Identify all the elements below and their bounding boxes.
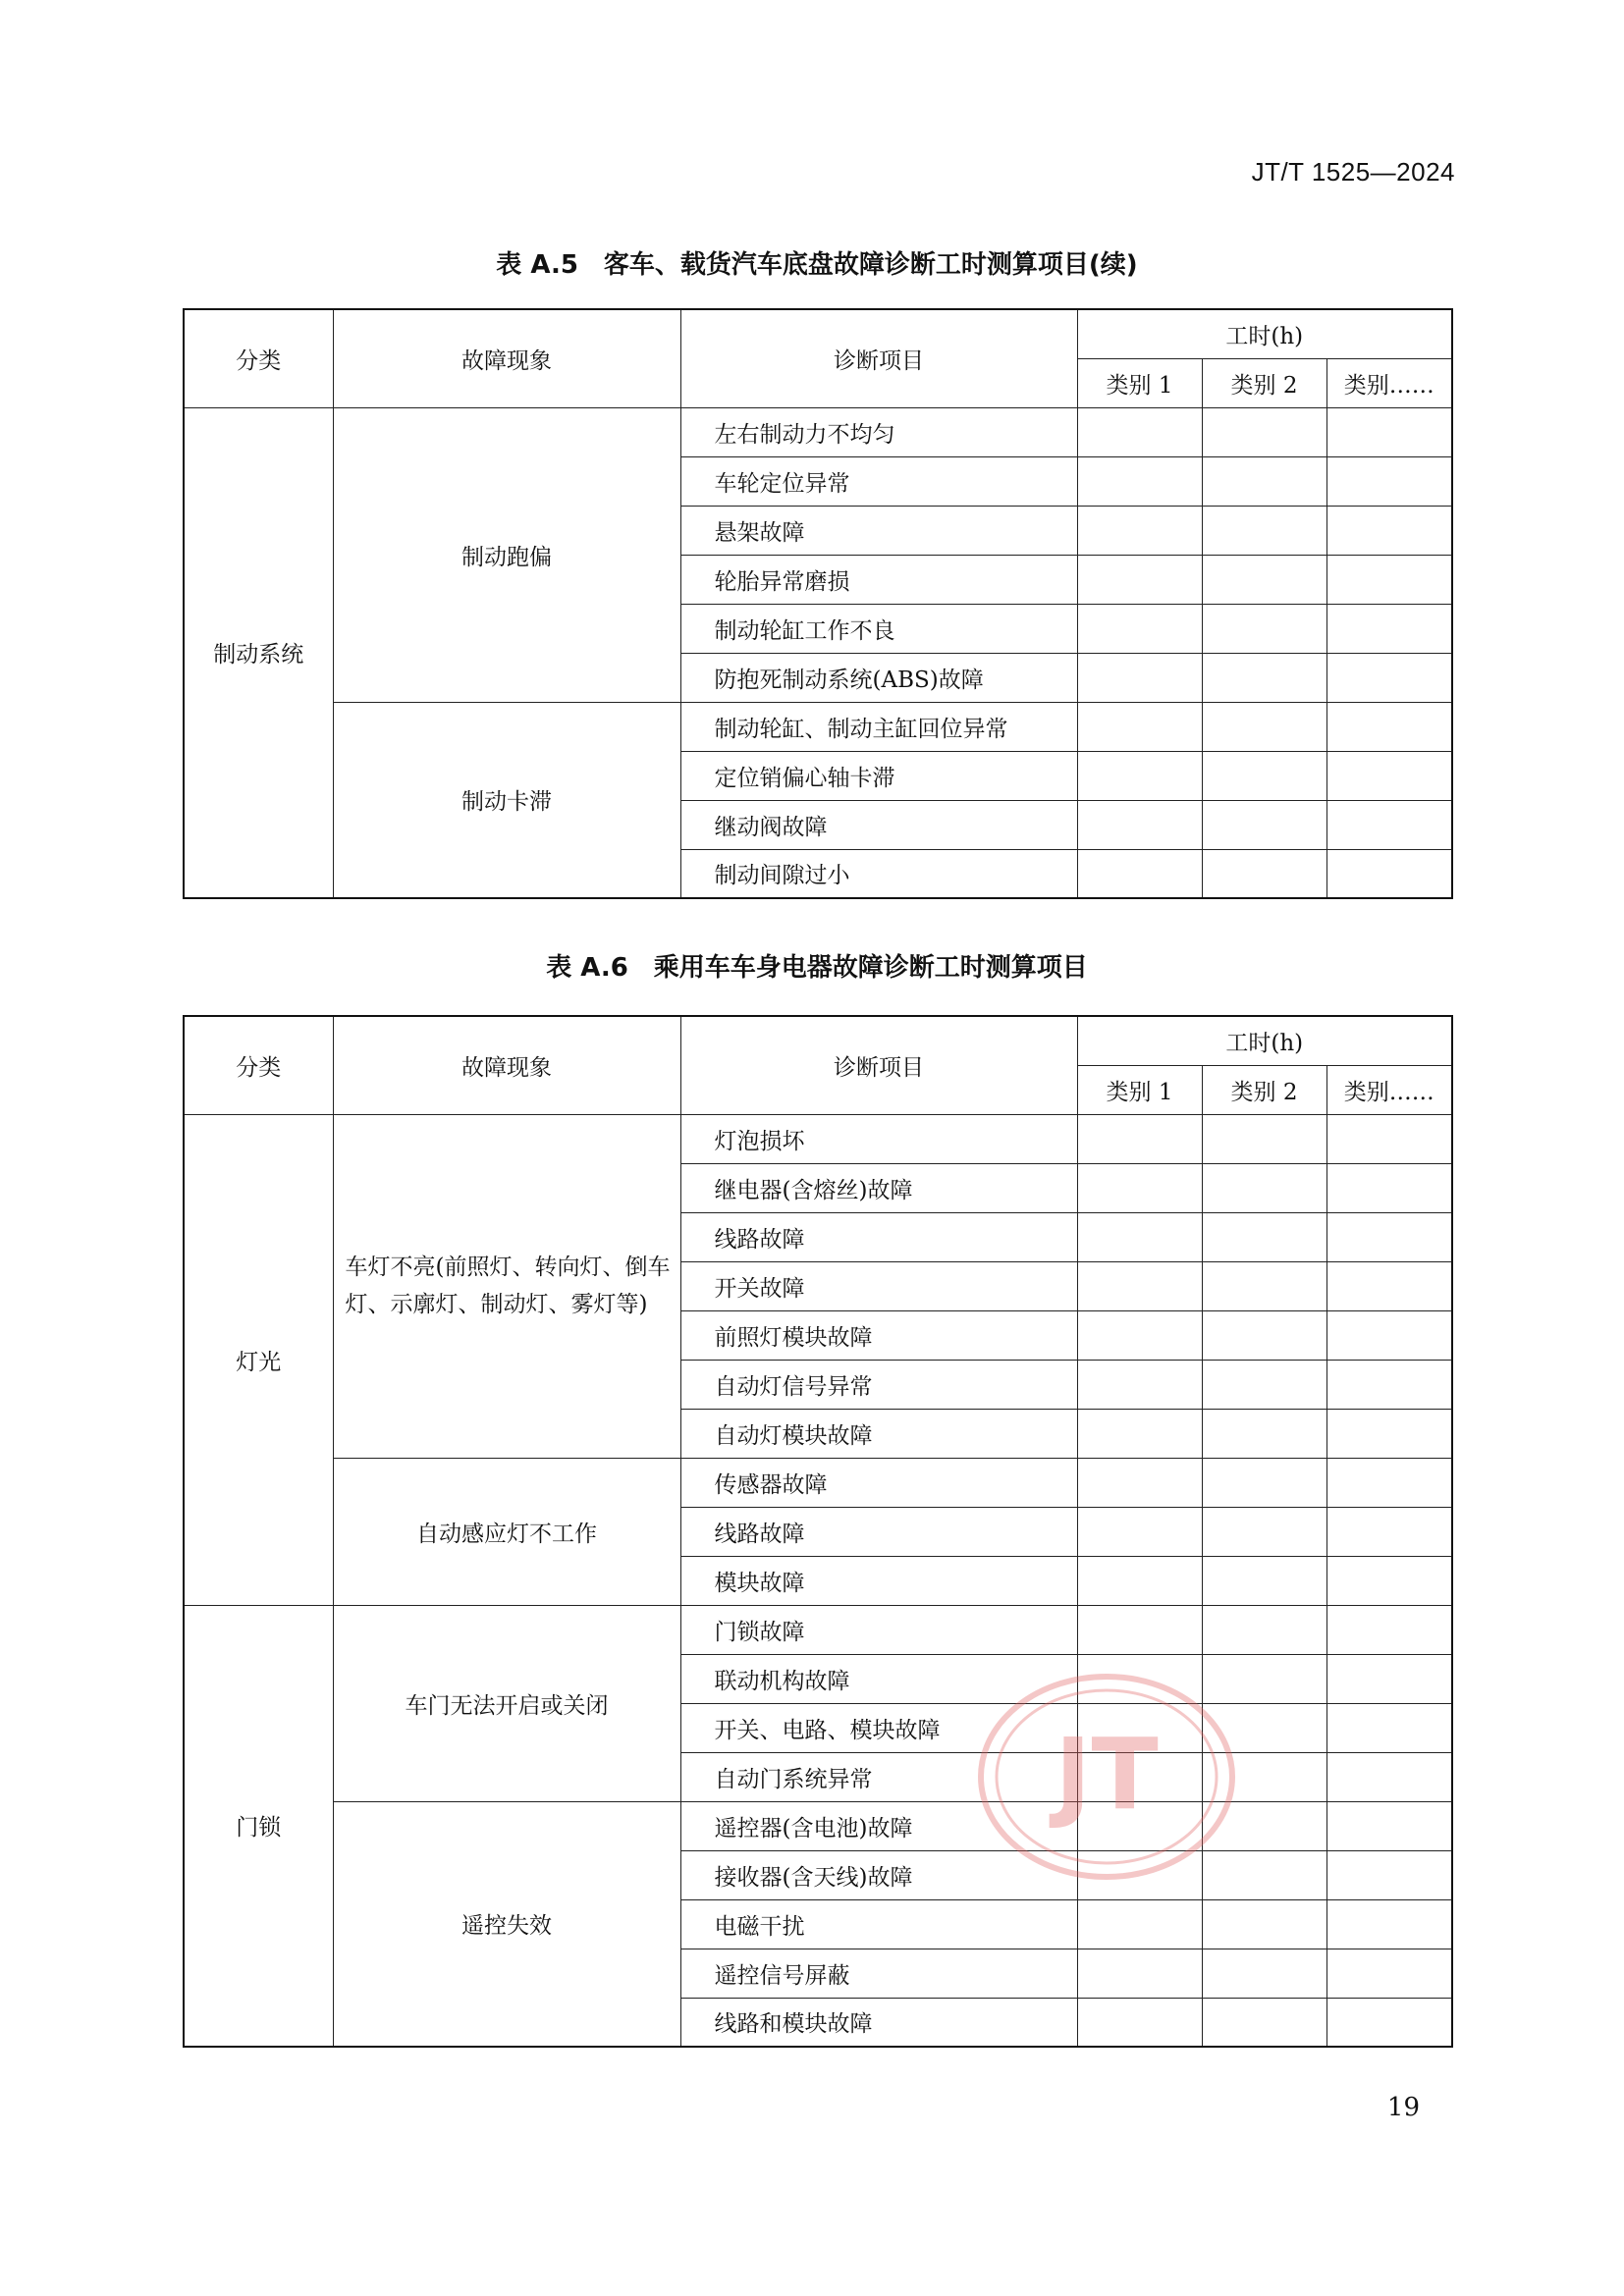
phenomenon-cell: 遥控失效 [333, 1801, 680, 2047]
header-class-1: 类别 1 [1077, 1065, 1202, 1114]
diagnosis-item-cell: 遥控器(含电池)故障 [680, 1801, 1077, 1850]
hours-class-1-cell [1077, 849, 1202, 898]
hours-class-more-cell [1326, 1360, 1452, 1409]
hours-class-2-cell [1202, 1899, 1326, 1949]
header-class-2: 类别 2 [1202, 1065, 1326, 1114]
hours-class-2-cell [1202, 702, 1326, 751]
hours-class-more-cell [1326, 653, 1452, 702]
category-cell: 灯光 [184, 1114, 333, 1605]
hours-class-1-cell [1077, 1949, 1202, 1998]
hours-class-more-cell [1326, 1899, 1452, 1949]
hours-class-2-cell [1202, 604, 1326, 653]
hours-class-2-cell [1202, 1310, 1326, 1360]
header-hours: 工时(h) [1077, 309, 1452, 358]
hours-class-more-cell [1326, 1458, 1452, 1507]
hours-class-more-cell [1326, 1507, 1452, 1556]
header-class-more: 类别…… [1326, 1065, 1452, 1114]
phenomenon-cell: 制动卡滞 [333, 702, 680, 898]
diagnosis-item-cell: 开关、电路、模块故障 [680, 1703, 1077, 1752]
hours-class-1-cell [1077, 1556, 1202, 1605]
diagnosis-item-cell: 自动门系统异常 [680, 1752, 1077, 1801]
hours-class-1-cell [1077, 1998, 1202, 2047]
hours-class-2-cell [1202, 849, 1326, 898]
hours-class-2-cell [1202, 653, 1326, 702]
diagnosis-item-cell: 接收器(含天线)故障 [680, 1850, 1077, 1899]
diagnosis-item-cell: 悬架故障 [680, 506, 1077, 555]
hours-class-more-cell [1326, 751, 1452, 800]
diagnosis-item-cell: 传感器故障 [680, 1458, 1077, 1507]
hours-class-more-cell [1326, 1261, 1452, 1310]
hours-class-1-cell [1077, 1605, 1202, 1654]
diagnosis-item-cell: 制动轮缸工作不良 [680, 604, 1077, 653]
hours-class-more-cell [1326, 1998, 1452, 2047]
hours-class-2-cell [1202, 456, 1326, 506]
diagnosis-item-cell: 左右制动力不均匀 [680, 407, 1077, 456]
diagnosis-item-cell: 前照灯模块故障 [680, 1310, 1077, 1360]
header-phenomenon: 故障现象 [333, 1016, 680, 1114]
diagnosis-item-cell: 定位销偏心轴卡滞 [680, 751, 1077, 800]
table-row [184, 407, 1452, 456]
hours-class-1-cell [1077, 653, 1202, 702]
table-a5-caption: 表 A.5 客车、载货汽车底盘故障诊断工时测算项目(续) [496, 250, 1138, 280]
hours-class-more-cell [1326, 800, 1452, 849]
hours-class-more-cell [1326, 1850, 1452, 1899]
hours-class-1-cell [1077, 1310, 1202, 1360]
table-a5 [183, 308, 1453, 899]
diagnosis-item-cell: 门锁故障 [680, 1605, 1077, 1654]
hours-class-more-cell [1326, 407, 1452, 456]
hours-class-1-cell [1077, 702, 1202, 751]
hours-class-more-cell [1326, 849, 1452, 898]
table-a6 [183, 1015, 1453, 2048]
hours-class-1-cell [1077, 1114, 1202, 1163]
hours-class-2-cell [1202, 1998, 1326, 2047]
hours-class-1-cell [1077, 1163, 1202, 1212]
phenomenon-cell: 车灯不亮(前照灯、转向灯、倒车灯、示廓灯、制动灯、雾灯等) [333, 1114, 680, 1458]
phenomenon-cell: 车门无法开启或关闭 [333, 1605, 680, 1801]
hours-class-2-cell [1202, 1163, 1326, 1212]
hours-class-1-cell [1077, 751, 1202, 800]
hours-class-2-cell [1202, 1114, 1326, 1163]
diagnosis-item-cell: 制动间隙过小 [680, 849, 1077, 898]
hours-class-more-cell [1326, 456, 1452, 506]
hours-class-more-cell [1326, 555, 1452, 604]
table-row [184, 1801, 1452, 1850]
phenomenon-cell: 自动感应灯不工作 [333, 1458, 680, 1605]
hours-class-1-cell [1077, 1409, 1202, 1458]
header-category: 分类 [184, 309, 333, 407]
table-row [184, 1458, 1452, 1507]
hours-class-more-cell [1326, 1310, 1452, 1360]
hours-class-more-cell [1326, 604, 1452, 653]
hours-class-more-cell [1326, 1605, 1452, 1654]
header-category: 分类 [184, 1016, 333, 1114]
phenomenon-cell: 制动跑偏 [333, 407, 680, 702]
table-row [184, 1605, 1452, 1654]
hours-class-more-cell [1326, 702, 1452, 751]
document-code: JT/T 1525—2024 [1251, 157, 1455, 187]
diagnosis-item-cell: 线路故障 [680, 1212, 1077, 1261]
diagnosis-item-cell: 灯泡损坏 [680, 1114, 1077, 1163]
diagnosis-item-cell: 自动灯信号异常 [680, 1360, 1077, 1409]
hours-class-more-cell [1326, 1949, 1452, 1998]
table-row [184, 1114, 1452, 1163]
page-number: 19 [1386, 2093, 1420, 2122]
diagnosis-item-cell: 联动机构故障 [680, 1654, 1077, 1703]
hours-class-1-cell [1077, 800, 1202, 849]
diagnosis-item-cell: 线路和模块故障 [680, 1998, 1077, 2047]
hours-class-1-cell [1077, 407, 1202, 456]
hours-class-2-cell [1202, 1605, 1326, 1654]
diagnosis-item-cell: 继动阀故障 [680, 800, 1077, 849]
diagnosis-item-cell: 车轮定位异常 [680, 456, 1077, 506]
hours-class-2-cell [1202, 1949, 1326, 1998]
hours-class-more-cell [1326, 1654, 1452, 1703]
diagnosis-item-cell: 轮胎异常磨损 [680, 555, 1077, 604]
hours-class-2-cell [1202, 1507, 1326, 1556]
hours-class-more-cell [1326, 1752, 1452, 1801]
hours-class-1-cell [1077, 506, 1202, 555]
hours-class-more-cell [1326, 1409, 1452, 1458]
hours-class-2-cell [1202, 555, 1326, 604]
hours-class-more-cell [1326, 1801, 1452, 1850]
hours-class-1-cell [1077, 555, 1202, 604]
hours-class-2-cell [1202, 506, 1326, 555]
hours-class-2-cell [1202, 1458, 1326, 1507]
diagnosis-item-cell: 防抱死制动系统(ABS)故障 [680, 653, 1077, 702]
table-a6-caption: 表 A.6 乘用车车身电器故障诊断工时测算项目 [546, 953, 1088, 983]
diagnosis-item-cell: 遥控信号屏蔽 [680, 1949, 1077, 1998]
hours-class-2-cell [1202, 407, 1326, 456]
hours-class-1-cell [1077, 1261, 1202, 1310]
hours-class-more-cell [1326, 1163, 1452, 1212]
diagnosis-item-cell: 继电器(含熔丝)故障 [680, 1163, 1077, 1212]
hours-class-1-cell [1077, 1360, 1202, 1409]
header-class-1: 类别 1 [1077, 358, 1202, 407]
diagnosis-item-cell: 制动轮缸、制动主缸回位异常 [680, 702, 1077, 751]
hours-class-2-cell [1202, 1556, 1326, 1605]
hours-class-more-cell [1326, 1703, 1452, 1752]
hours-class-1-cell [1077, 1899, 1202, 1949]
hours-class-1-cell [1077, 1507, 1202, 1556]
category-cell: 制动系统 [184, 407, 333, 898]
header-hours: 工时(h) [1077, 1016, 1452, 1065]
category-cell: 门锁 [184, 1605, 333, 2047]
diagnosis-item-cell: 自动灯模块故障 [680, 1409, 1077, 1458]
header-item: 诊断项目 [680, 309, 1077, 407]
hours-class-2-cell [1202, 1360, 1326, 1409]
hours-class-1-cell [1077, 604, 1202, 653]
diagnosis-item-cell: 开关故障 [680, 1261, 1077, 1310]
hours-class-1-cell [1077, 1458, 1202, 1507]
diagnosis-item-cell: 模块故障 [680, 1556, 1077, 1605]
hours-class-2-cell [1202, 751, 1326, 800]
hours-class-2-cell [1202, 1261, 1326, 1310]
table-row [184, 702, 1452, 751]
hours-class-1-cell [1077, 1212, 1202, 1261]
hours-class-2-cell [1202, 1409, 1326, 1458]
diagnosis-item-cell: 电磁干扰 [680, 1899, 1077, 1949]
header-class-2: 类别 2 [1202, 358, 1326, 407]
hours-class-more-cell [1326, 1114, 1452, 1163]
hours-class-1-cell [1077, 456, 1202, 506]
stamp-text: JT [1055, 1717, 1159, 1832]
hours-class-more-cell [1326, 506, 1452, 555]
header-phenomenon: 故障现象 [333, 309, 680, 407]
hours-class-more-cell [1326, 1212, 1452, 1261]
header-item: 诊断项目 [680, 1016, 1077, 1114]
diagnosis-item-cell: 线路故障 [680, 1507, 1077, 1556]
hours-class-2-cell [1202, 800, 1326, 849]
hours-class-2-cell [1202, 1212, 1326, 1261]
jt-watermark-stamp [974, 1669, 1239, 1885]
header-class-more: 类别…… [1326, 358, 1452, 407]
hours-class-more-cell [1326, 1556, 1452, 1605]
